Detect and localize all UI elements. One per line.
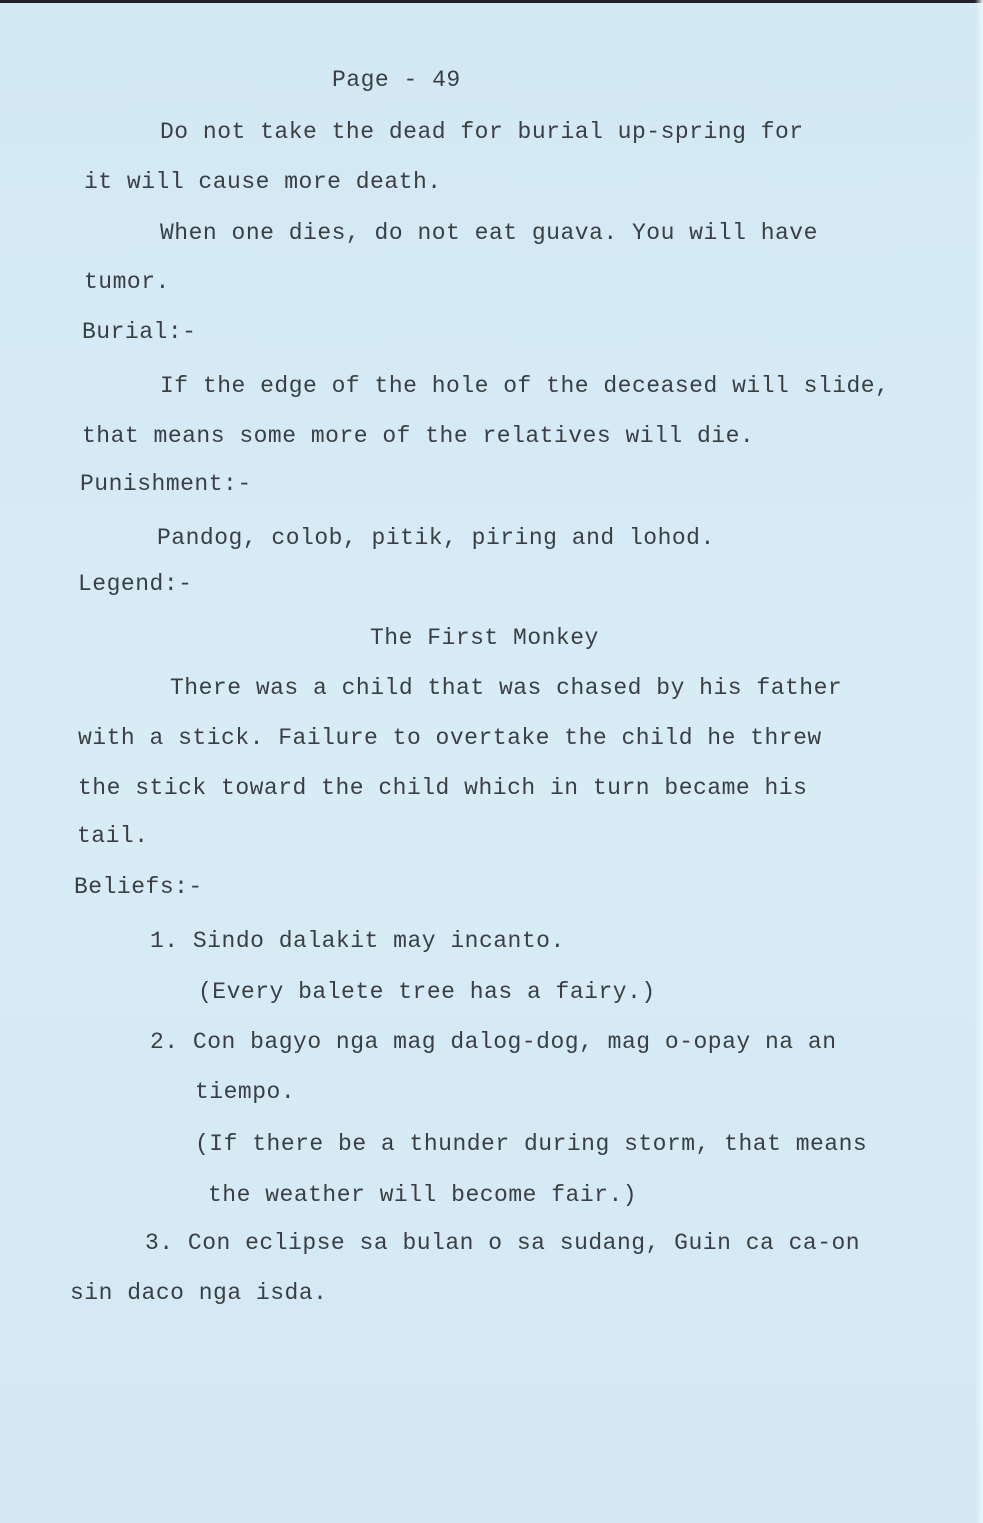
text-line: There was a child that was chased by his father — [170, 675, 843, 701]
belief-translation-2: (If there be a thunder during storm, that means — [195, 1131, 868, 1157]
text-line: tiempo. — [195, 1079, 296, 1105]
belief-item-1: 1. Sindo dalakit may incanto. — [150, 928, 565, 954]
section-heading-beliefs: Beliefs:- — [74, 874, 203, 900]
legend-title: The First Monkey — [370, 625, 599, 651]
page-top-edge — [0, 0, 983, 3]
belief-item-2: 2. Con bagyo nga mag dalog-dog, mag o-opay na an — [150, 1029, 837, 1055]
text-line: with a stick. Failure to overtake the child he threw — [78, 725, 822, 751]
section-heading-legend: Legend:- — [78, 571, 193, 597]
text-line: When one dies, do not eat guava. You will have — [160, 220, 818, 246]
text-line: sin daco nga isda. — [70, 1280, 328, 1306]
text-line: Pandog, colob, pitik, piring and lohod. — [157, 525, 715, 551]
text-line: Do not take the dead for burial up-spring for — [160, 119, 804, 145]
section-heading-burial: Burial:- — [82, 319, 197, 345]
text-line: the stick toward the child which in turn became his — [78, 775, 808, 801]
text-line: tumor. — [84, 269, 170, 295]
text-line: the weather will become fair.) — [208, 1182, 638, 1208]
text-line: that means some more of the relatives will die. — [82, 423, 755, 449]
text-line: it will cause more death. — [84, 169, 442, 195]
page-right-edge — [975, 0, 983, 1523]
belief-item-3: 3. Con eclipse sa bulan o sa sudang, Guin ca ca-on — [145, 1230, 861, 1256]
page-number: Page - 49 — [332, 67, 461, 93]
text-line: tail. — [77, 823, 149, 849]
section-heading-punishment: Punishment:- — [80, 471, 252, 497]
belief-translation-1: (Every balete tree has a fairy.) — [198, 979, 656, 1005]
text-line: If the edge of the hole of the deceased will slide, — [160, 373, 890, 399]
